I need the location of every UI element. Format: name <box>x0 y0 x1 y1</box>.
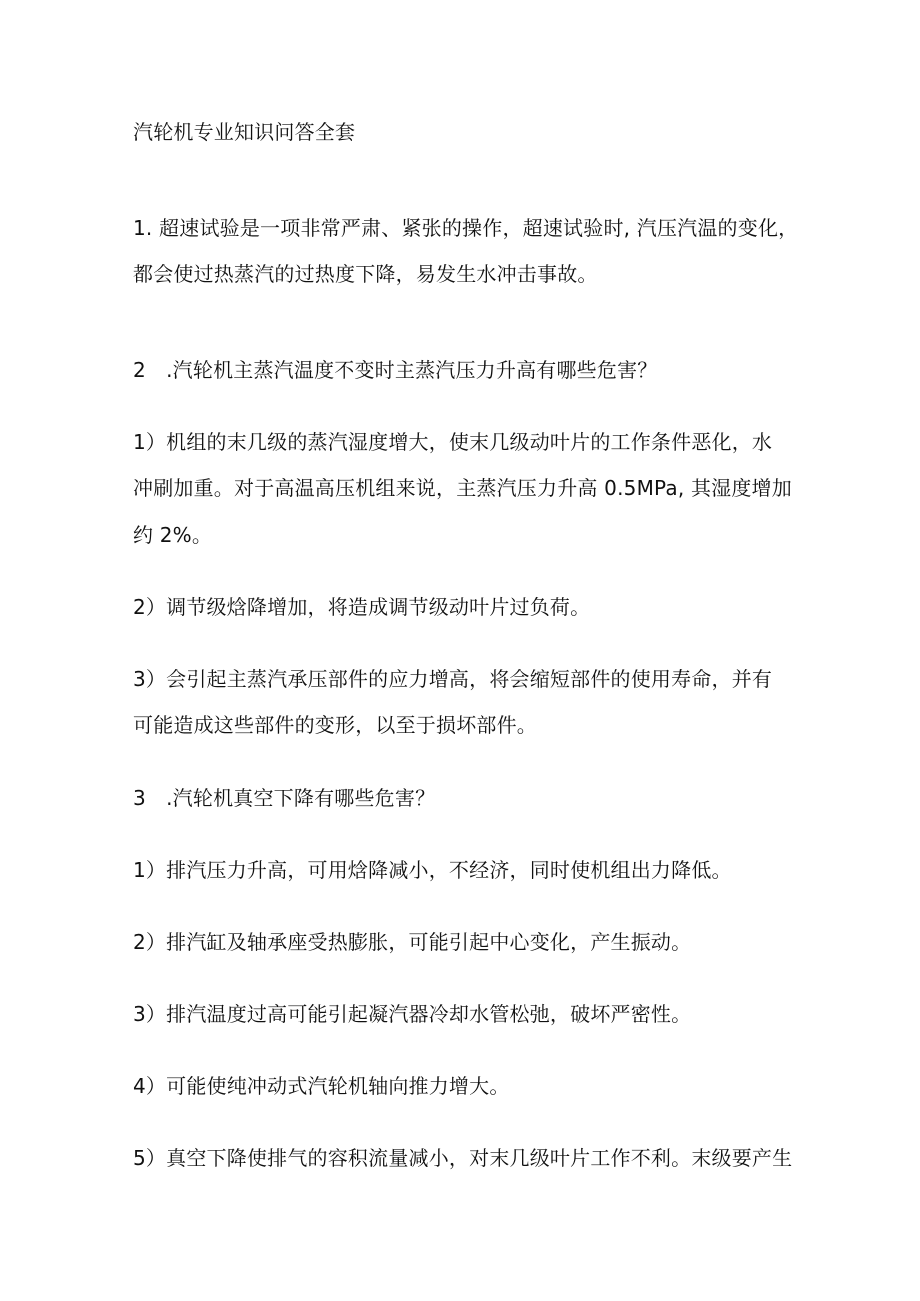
paragraph-line: 1）排汽压力升高，可用焓降减小，不经济，同时使机组出力降低。 <box>133 858 732 882</box>
question-heading: 3 .汽轮机真空下降有哪些危害？ <box>133 786 436 810</box>
paragraph-line: 都会使过热蒸汽的过热度下降，易发生水冲击事故。 <box>133 262 598 286</box>
question-heading: 2 .汽轮机主蒸汽温度不变时主蒸汽压力升高有哪些危害？ <box>133 358 658 382</box>
paragraph-line: 可能造成这些部件的变形，以至于损坏部件。 <box>133 713 537 737</box>
paragraph-line: 约 2%。 <box>133 523 213 547</box>
paragraph-line: 1. 超速试验是一项非常严肃、紧张的操作，超速试验时, 汽压汽温的变化， <box>133 216 799 240</box>
paragraph-line: 1）机组的末几级的蒸汽湿度增大，使末几级动叶片的工作条件恶化，水 <box>133 430 773 454</box>
paragraph-line: 2）排汽缸及轴承座受热膨胀，可能引起中心变化，产生振动。 <box>133 930 692 954</box>
paragraph-line: 4）可能使纯冲动式汽轮机轴向推力增大。 <box>133 1074 510 1098</box>
paragraph-line: 冲刷加重。对于高温高压机组来说，主蒸汽压力升高 0.5MPa, 其湿度增加 <box>133 476 792 500</box>
paragraph-line: 3）会引起主蒸汽承压部件的应力增高，将会缩短部件的使用寿命，并有 <box>133 667 773 691</box>
page-title: 汽轮机专业知识问答全套 <box>133 120 356 144</box>
paragraph-line: 5）真空下降使排气的容积流量减小，对末几级叶片工作不利。末级要产生 <box>133 1146 793 1170</box>
paragraph-line: 2）调节级焓降增加，将造成调节级动叶片过负荷。 <box>133 595 591 619</box>
paragraph-line: 3）排汽温度过高可能引起凝汽器冷却水管松弛，破坏严密性。 <box>133 1002 692 1026</box>
